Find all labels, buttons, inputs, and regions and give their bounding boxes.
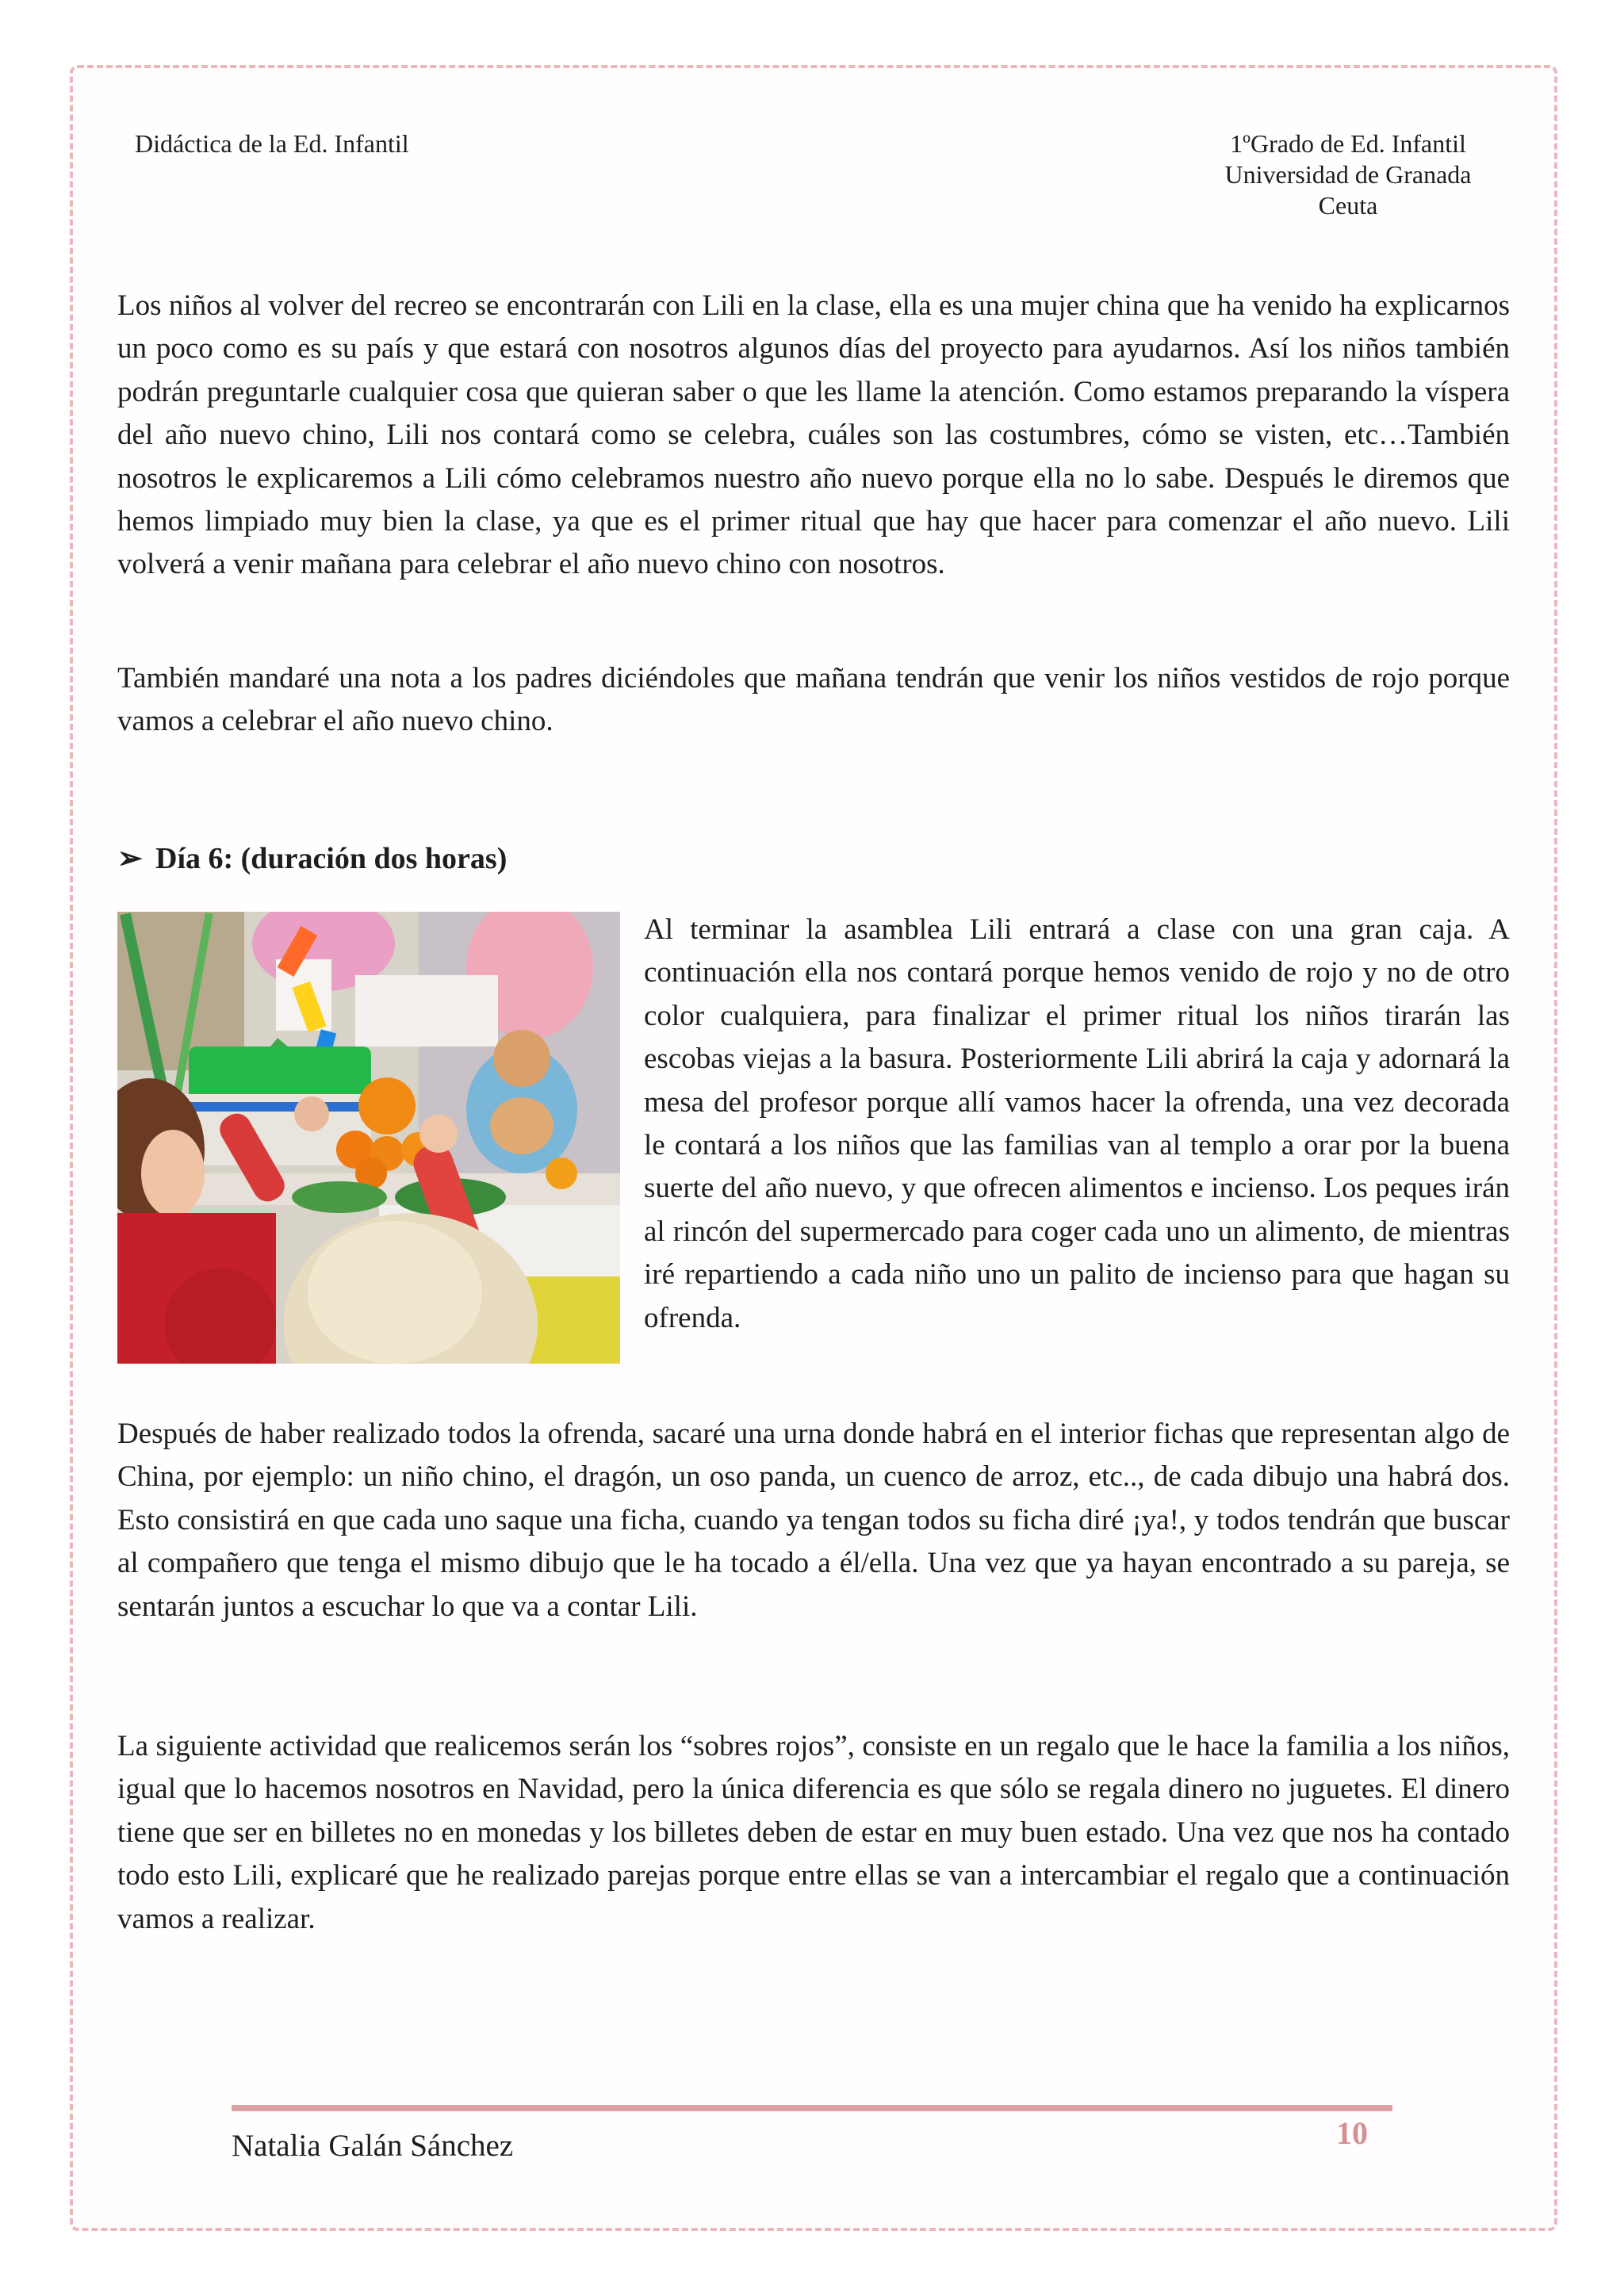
offering-photo: [117, 912, 620, 1364]
page-number: 10: [1336, 2115, 1368, 2151]
offering-photo-illustration: [117, 912, 620, 1364]
paragraph-offering: Al terminar la asamblea Lili entrará a clase con una gran caja. A continuación ella nos contará porque hemos venido de rojo y no de otro color cualquiera, para finalizar el primer ritual los niños tirarán las escobas viejas a la basura. Posteriormente Lili abrirá la caja y adornará la mesa del profesor porque allí vamos hacer la ofrenda, una vez decorada le contará a los niños que las familias van al templo a orar por la buena suerte del año nuevo, y que ofrecen alimentos e incienso. Los peques irán al rincón del supermercado para coger cada uno un alimento, de mientras iré repartiendo a cada niño uno un palito de incienso para que hagan su ofrenda.: [644, 913, 1510, 1334]
paragraph-red-envelopes: La siguiente actividad que realicemos serán los “sobres rojos”, consiste en un regalo que le hace la familia a los niños, igual que lo hacemos nosotros en Navidad, pero la única diferencia es que sólo se regala dinero no juguetes. El dinero tiene que ser en billetes no en monedas y los billetes deben de estar en muy buen estado. Una vez que nos ha contado todo esto Lili, explicaré que he realizado parejas porque entre ellas se van a intercambiar el regalo que a continuación vamos a realizar.: [117, 1730, 1510, 1935]
paragraph-lili-visit: Los niños al volver del recreo se encontrarán con Lili en la clase, ella es una mujer china que ha venido ha explicarnos un poco como es su país y que estará con nosotros algunos días del proyecto para ayudarnos. Así los niños también podrán preguntarle cualquier cosa que quieran saber o que les llame la atención. Como estamos preparando la víspera del año nuevo chino, Lili nos contará como se celebra, cuáles son las costumbres, cómo se visten, etc…También nosotros le explicaremos a Lili cómo celebramos nuestro año nuevo porque ella no lo sabe. Después le diremos que hemos limpiado muy bien la clase, ya que es el primer ritual que hay que hacer para comenzar el año nuevo. Lili volverá a venir mañana para celebrar el año nuevo chino con nosotros.: [117, 289, 1510, 581]
day-heading-text: Día 6: (duración dos horas): [155, 842, 508, 875]
header-institution: [1197, 128, 1499, 221]
day-heading: [117, 839, 507, 878]
footer-rule: [232, 2105, 1392, 2111]
paragraph-urn-game: Después de haber realizado todos la ofrenda, sacaré una urna donde habrá en el interior fichas que representan algo de China, por ejemplo: un niño chino, el dragón, un oso panda, un cuenco de arroz, etc.., de cada dibujo una habrá dos. Esto consistirá en que cada uno saque una ficha, cuando ya tengan todos su ficha diré ¡ya!, y todos tendrán que buscar al compañero que tenga el mismo dibujo que le ha tocado a él/ella. Una vez que ya hayan encontrado a su pareja, se sentarán juntos a escuchar lo que va a contar Lili.: [117, 1418, 1510, 1623]
header-course: Didáctica de la Ed. Infantil: [135, 129, 409, 158]
arrow-bullet-icon: ➢: [117, 842, 143, 875]
paragraph-parents-note: También mandaré una nota a los padres diciéndoles que mañana tendrán que venir los niños vestidos de rojo porque vamos a celebrar el año nuevo chino.: [117, 662, 1510, 738]
header-university: Universidad de Granada: [1224, 160, 1472, 189]
header-degree: 1ºGrado de Ed. Infantil: [1230, 129, 1466, 158]
header-city: Ceuta: [1318, 191, 1378, 220]
footer-author: Natalia Galán Sánchez: [232, 2129, 514, 2163]
